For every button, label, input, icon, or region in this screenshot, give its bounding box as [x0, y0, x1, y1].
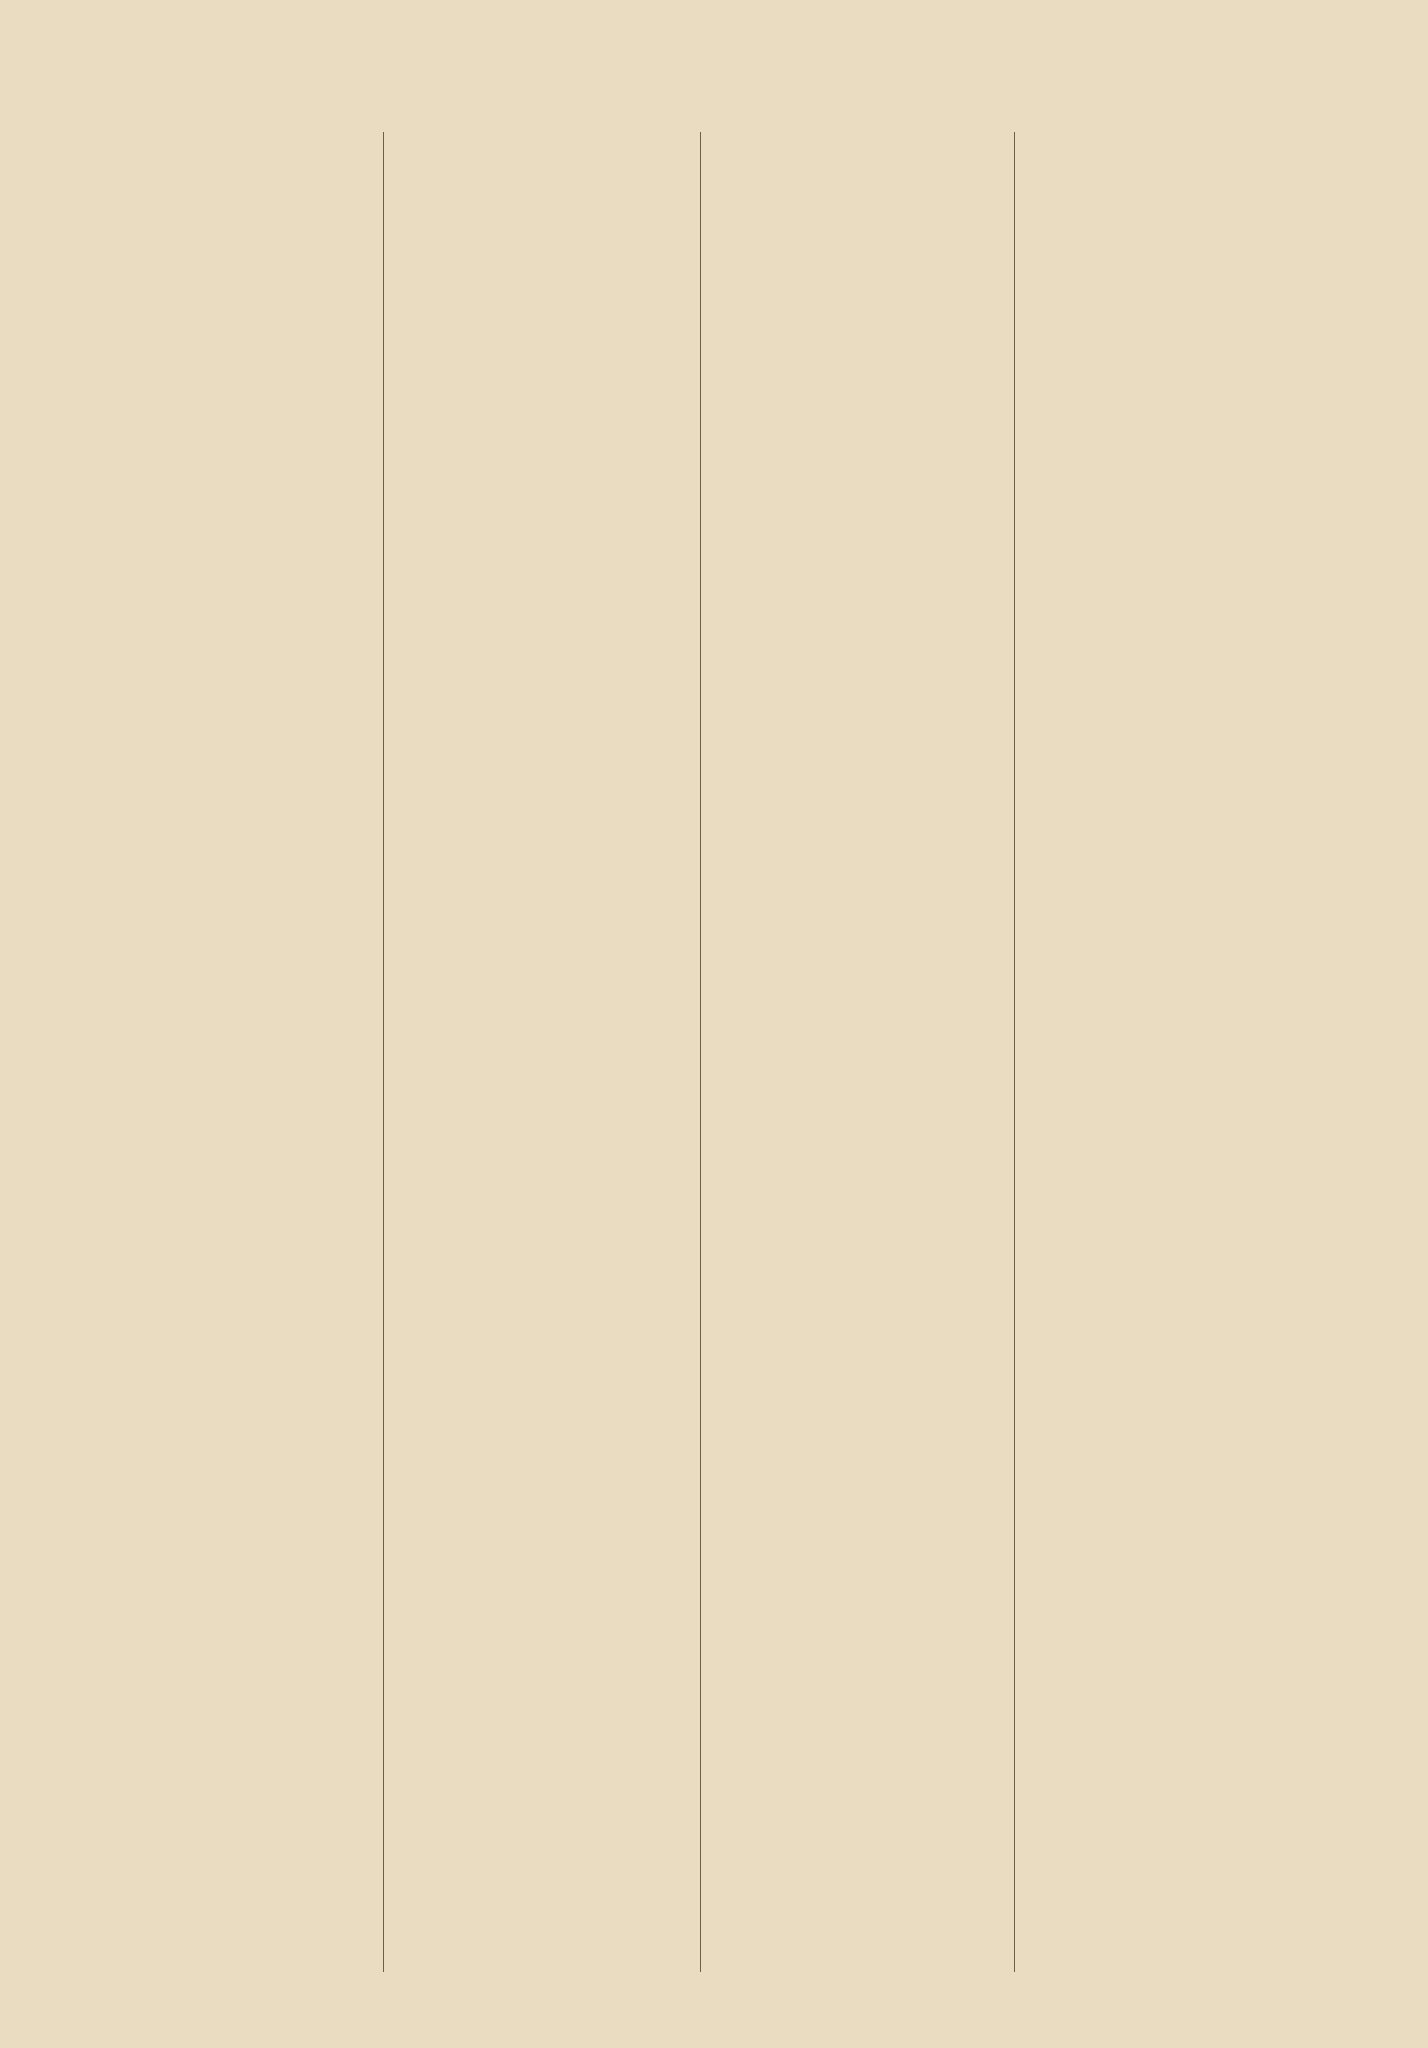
entry-line — [80, 620, 400, 640]
entry-line — [392, 315, 712, 335]
entry-line — [80, 1251, 400, 1271]
entry-line — [80, 1353, 400, 1373]
entry-line — [80, 1780, 400, 1800]
entry-line — [392, 274, 712, 294]
entry-line — [80, 864, 400, 884]
entry-line — [80, 1332, 400, 1352]
entry-line — [80, 1739, 400, 1759]
entry-line — [80, 1414, 400, 1434]
entry-line — [80, 1719, 400, 1739]
entry-line — [392, 295, 712, 315]
entry-line — [80, 1760, 400, 1780]
entry-line — [80, 1515, 400, 1535]
entry-line — [80, 1109, 400, 1129]
entry-line — [80, 966, 400, 986]
entry-line — [80, 193, 400, 213]
entry-line — [80, 478, 400, 498]
entry-line — [80, 580, 400, 600]
entry-line — [80, 1800, 400, 1820]
entry-line — [80, 1027, 400, 1047]
entry-line — [80, 885, 400, 905]
entry-line — [80, 1190, 400, 1210]
directory-column-2 — [392, 132, 712, 580]
entry-line — [80, 152, 400, 172]
entry-line — [80, 722, 400, 742]
entry-line — [80, 661, 400, 681]
entry-line — [392, 396, 712, 416]
entry-line — [80, 1475, 400, 1495]
entry-line — [392, 213, 712, 233]
entry-line — [80, 946, 400, 966]
entry-line — [80, 763, 400, 783]
entry-line — [80, 1271, 400, 1291]
entry-line — [80, 742, 400, 762]
entry-line — [80, 559, 400, 579]
entry-line — [392, 376, 712, 396]
entry-line — [80, 1861, 400, 1881]
entry-line — [80, 1210, 400, 1230]
entry-line — [80, 234, 400, 254]
entry-line — [80, 1637, 400, 1657]
entry-line — [80, 1882, 400, 1902]
entry-line — [80, 1292, 400, 1312]
entry-line — [80, 274, 400, 294]
entry-line — [80, 1434, 400, 1454]
entry-line — [80, 681, 400, 701]
entry-line — [80, 600, 400, 620]
entry-line — [80, 254, 400, 274]
entry-line — [392, 539, 712, 559]
entry-line — [80, 417, 400, 437]
entry-line — [80, 1393, 400, 1413]
entry-line — [80, 986, 400, 1006]
entry-continuation — [80, 376, 400, 396]
entry-line — [80, 1821, 400, 1841]
entry-line — [392, 417, 712, 437]
entry-line — [80, 335, 400, 355]
entry-line — [80, 498, 400, 518]
entry-line — [80, 803, 400, 823]
entry-line — [80, 437, 400, 457]
column-divider — [1014, 132, 1015, 1972]
entry-line — [392, 498, 712, 518]
entry-line — [392, 193, 712, 213]
entry-line — [80, 1129, 400, 1149]
entry-line — [80, 213, 400, 233]
entry-line — [80, 173, 400, 193]
entry-line — [80, 539, 400, 559]
entry-line — [80, 1047, 400, 1067]
entry-line — [80, 783, 400, 803]
entry-line — [80, 1536, 400, 1556]
entry-line — [80, 1658, 400, 1678]
entry-line — [80, 1231, 400, 1251]
entry-line — [80, 1556, 400, 1576]
entry-line — [392, 437, 712, 457]
entry-line — [80, 1088, 400, 1108]
entry-line — [80, 1007, 400, 1027]
entry-line — [80, 1902, 400, 1922]
entry-line — [80, 1576, 400, 1596]
entry-line — [80, 844, 400, 864]
entry-continuation — [80, 1495, 400, 1515]
entry-line — [392, 234, 712, 254]
entry-line — [80, 824, 400, 844]
entry-line — [392, 152, 712, 172]
entry-line — [80, 1170, 400, 1190]
entry-line — [80, 519, 400, 539]
directory-column-1 — [80, 132, 400, 1983]
entry-line — [80, 1068, 400, 1088]
entry-line — [392, 132, 712, 152]
entry-line — [80, 1922, 400, 1942]
entry-line — [392, 173, 712, 193]
entry-line — [80, 295, 400, 315]
entry-line — [80, 1963, 400, 1983]
entry-line — [80, 925, 400, 945]
entry-line — [392, 478, 712, 498]
entry-line — [80, 396, 400, 416]
entry-line — [392, 356, 712, 376]
entry-line — [80, 905, 400, 925]
entry-line — [80, 702, 400, 722]
entry-line — [80, 1149, 400, 1169]
entry-line — [80, 1841, 400, 1861]
entry-line — [80, 132, 400, 152]
entry-line — [80, 1597, 400, 1617]
entry-line — [80, 1312, 400, 1332]
entry-line — [392, 335, 712, 355]
entry-line — [392, 254, 712, 274]
entry-line — [80, 1698, 400, 1718]
entry-line — [80, 1373, 400, 1393]
entry-line — [80, 1617, 400, 1637]
entry-line — [80, 356, 400, 376]
entry-line — [80, 1943, 400, 1963]
entry-line — [80, 1454, 400, 1474]
entry-line — [80, 458, 400, 478]
entry-line — [80, 1678, 400, 1698]
entry-line — [80, 315, 400, 335]
entry-line — [392, 519, 712, 539]
entry-line — [392, 458, 712, 478]
entry-line — [80, 641, 400, 661]
entry-line — [392, 559, 712, 579]
